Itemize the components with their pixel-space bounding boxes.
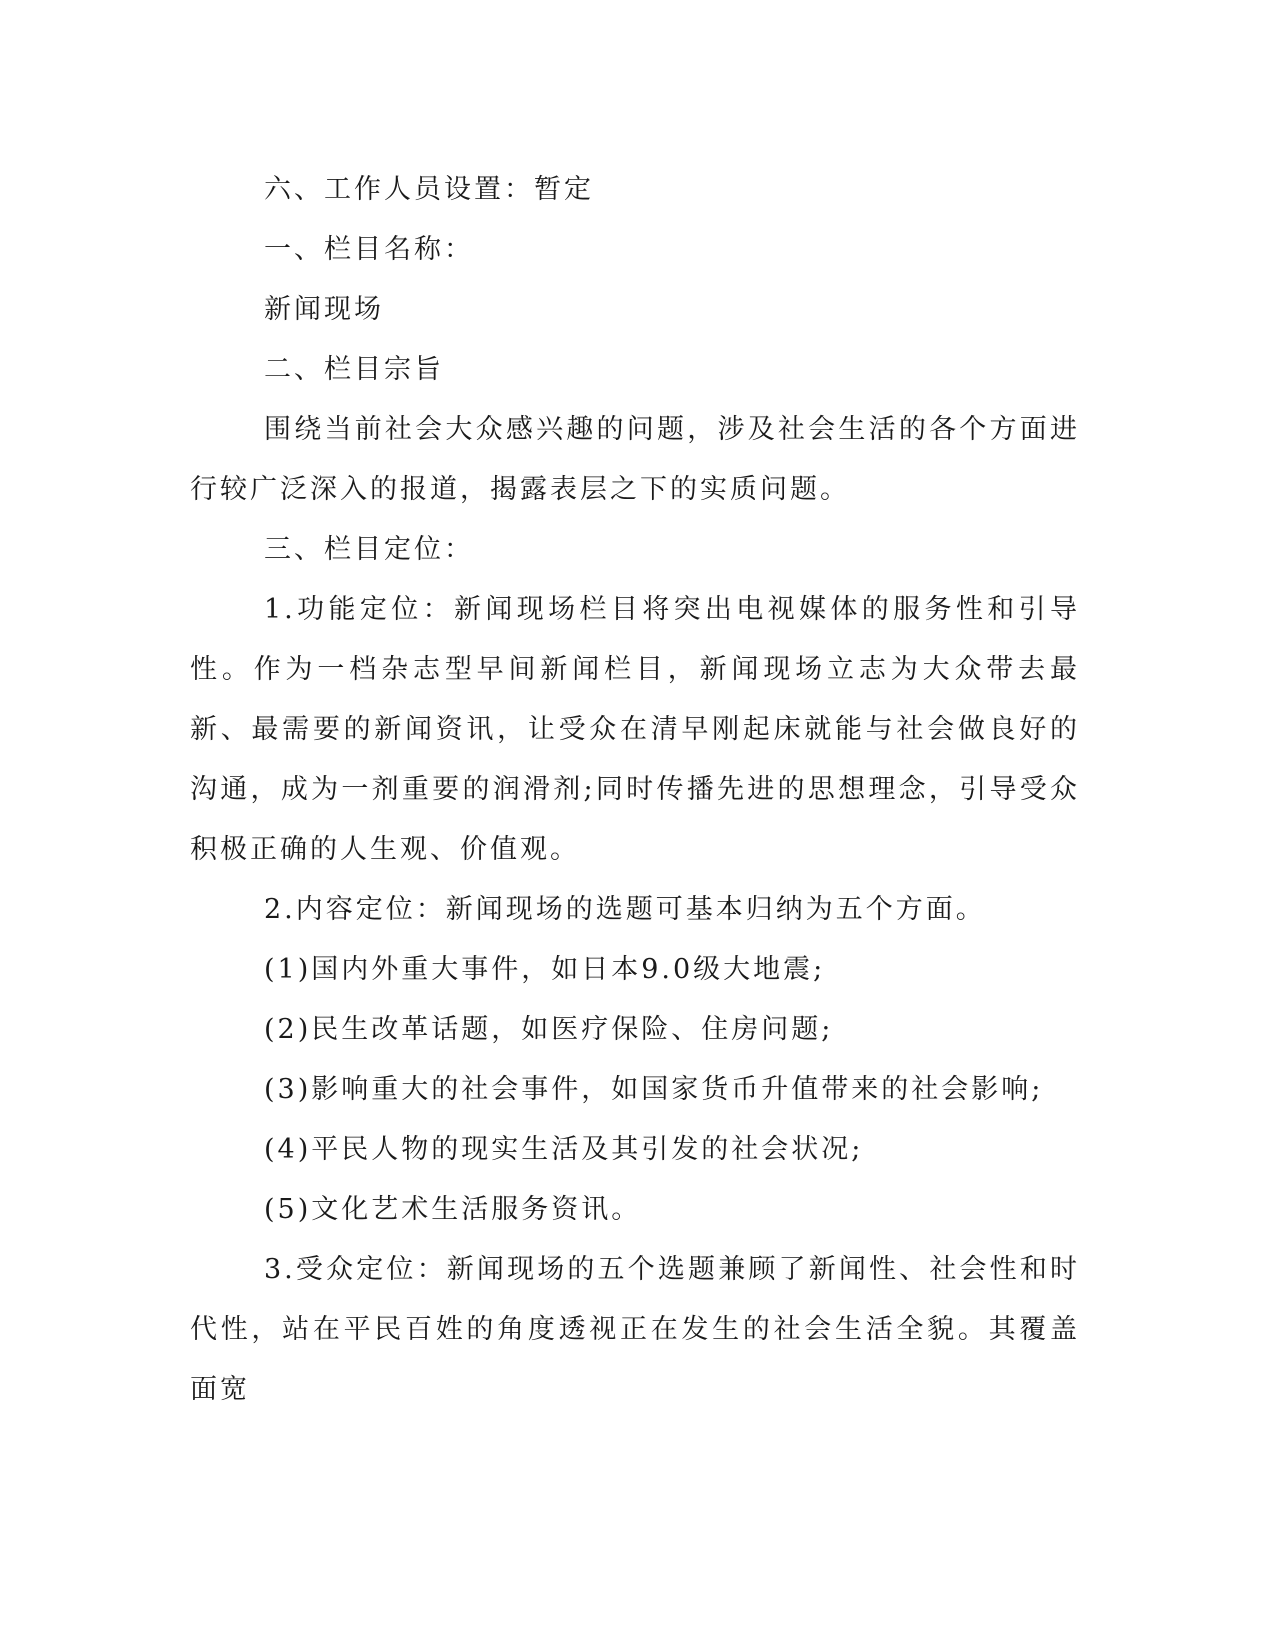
audience-positioning-paragraph: 3.受众定位：新闻现场的五个选题兼顾了新闻性、社会性和时代性，站在平民百姓的角度透视正在发生的社会生活全貌。其覆盖面宽 <box>190 1254 1080 1405</box>
list-item-4: (4)平民人物的现实生活及其引发的社会状况; <box>264 1134 864 1165</box>
list-item-5: (5)文化艺术生活服务资讯。 <box>264 1194 642 1225</box>
content-positioning-paragraph: 2.内容定位：新闻现场的选题可基本归纳为五个方面。 <box>264 894 986 925</box>
section-heading-positioning: 三、栏目定位： <box>264 534 474 565</box>
program-name: 新闻现场 <box>264 294 384 325</box>
list-item-1: (1)国内外重大事件，如日本9.0级大地震; <box>264 954 826 985</box>
section-heading-program-name: 一、栏目名称： <box>264 234 474 265</box>
function-positioning-paragraph: 1.功能定位：新闻现场栏目将突出电视媒体的服务性和引导性。作为一档杂志型早间新闻栏目，新闻现场立志为大众带去最新、最需要的新闻资讯，让受众在清早刚起床就能与社会做良好的沟通，成为一剂重要的润滑剂;同时传播先进的思想理念，引导受众积极正确的人生观、价值观。 <box>190 594 1080 865</box>
list-item-2: (2)民生改革话题，如医疗保险、住房问题; <box>264 1014 834 1045</box>
section-heading-purpose: 二、栏目宗旨 <box>264 354 444 385</box>
list-item-3: (3)影响重大的社会事件，如国家货币升值带来的社会影响; <box>264 1074 1044 1105</box>
section-heading-staff: 六、工作人员设置：暂定 <box>264 174 594 205</box>
document-body <box>190 160 1080 1420</box>
purpose-paragraph: 围绕当前社会大众感兴趣的问题，涉及社会生活的各个方面进行较广泛深入的报道，揭露表层之下的实质问题。 <box>190 414 1080 505</box>
